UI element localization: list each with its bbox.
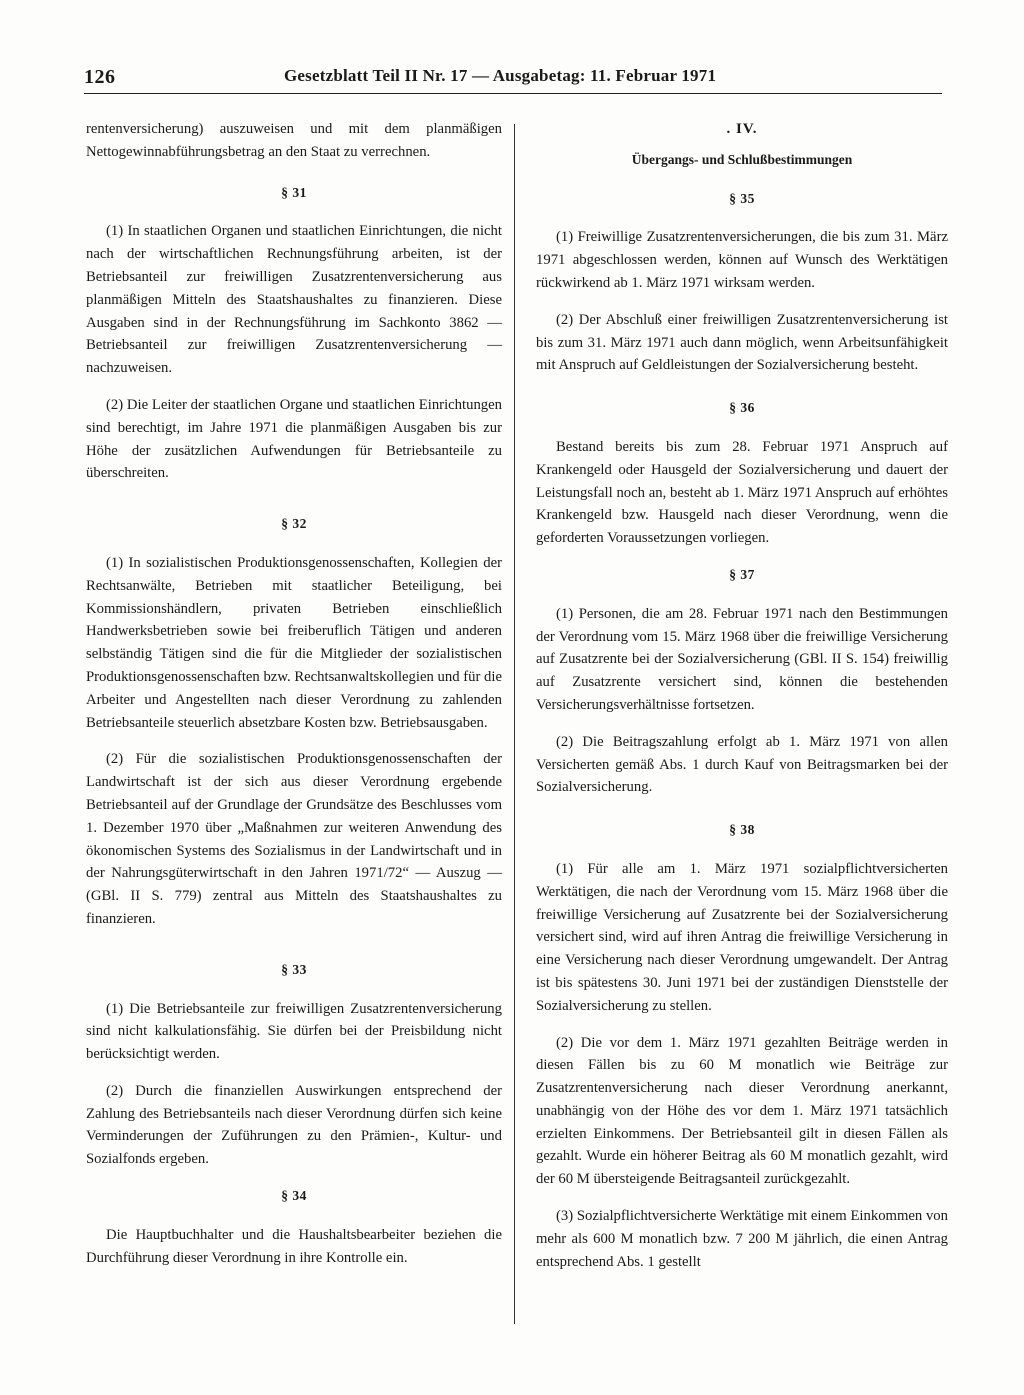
paragraph-38-3: (3) Sozialpflichtversicherte Werktätige mit einem Einkommen von mehr als 600 M monatlich bzw. 7 200 M jährlich, die einen Antrag entsprechend Abs. 1 gestellt — [536, 1208, 948, 1270]
section-heading-36: § 36 — [729, 400, 755, 416]
paragraph-31-1: (1) In staatlichen Organen und staatlichen Einrichtungen, die nicht nach der wirtschaftlichen Rechnungsführung arbeiten, ist der Betriebsanteil zur freiwilligen Zusatzrentenversicherung aus planmäßigen Mitteln des Staatshaushaltes zu finanzieren. Diese Ausgaben sind in der Rechnungsführung im Sachkonto 3862 — Betriebsanteil zur freiwilligen Zusatzrentenversicherung — nachzuweisen. — [86, 223, 502, 377]
section-heading-35: § 35 — [729, 190, 755, 206]
paragraph-38-2: (2) Die vor dem 1. März 1971 gezahlten Beiträge werden in diesen Fällen bis zu 60 M monatlich wie Beiträge zur Zusatzrentenversicherung nach dieser Verordnung anerkannt, unabhängig von der Höhe des vor dem 1. März 1971 tatsächlich erzielten Einkommens. Der Betriebsanteil gilt in diesen Fällen als gezahlt. Wurde ein höherer Beitrag als 60 M monatlich gezahlt, wird der 60 M übersteigende Beitragsanteil zurückgezahlt. — [536, 1034, 948, 1188]
paragraph-38-1: (1) Für alle am 1. März 1971 sozialpflichtversicherten Werktätigen, die nach der Verordnung vom 15. März 1968 über die freiwillige Versicherung auf Zusatzrente bei der Sozialversicherung versichert sind, wird auf ihren Antrag die freiwillige Versicherung in eine Versicherung nach dieser Verordnung umgewandelt. Der Antrag ist bis spätestens 30. Juni 1971 bei der zuständigen Dienststelle der Sozialversicherung zu stellen. — [536, 860, 948, 1014]
header-rule — [84, 93, 942, 94]
part-title: . IV. — [726, 121, 758, 137]
paragraph-37-2: (2) Die Beitragszahlung erfolgt ab 1. März 1971 von allen Versicherten gemäß Abs. 1 durch Kauf von Beitragsmarken bei der Sozialversicherung. — [536, 733, 948, 796]
part-subtitle: Übergangs- und Schlußbestimmungen — [631, 151, 853, 167]
paragraph-32-2: (2) Für die sozialistischen Produktionsgenossenschaften der Landwirtschaft ist der sich aus dieser Verordnung ergebende Betriebsanteil auf der Grundlage der Grundsätze des Beschlusses vom 1. Dezember 1970 über „Maßnahmen zur weiteren Anwendung des ökonomischen Systems des Sozialismus in der Landwirtschaft und in der Nahrungsgüterwirtschaft in den Jahren 1971/72“ — Auszug — (GBl. II S. 779) zentral aus Mitteln des Staatshaushaltes zu finanzieren. — [86, 751, 502, 927]
section-heading-34: § 34 — [281, 1188, 307, 1204]
right-column — [536, 118, 948, 1287]
running-title: Gesetzblatt Teil II Nr. 17 — Ausgabetag: 11. Februar 1971 — [284, 66, 717, 85]
section-heading-38: § 38 — [729, 822, 755, 838]
paragraph-37-1: (1) Personen, die am 28. Februar 1971 nach den Bestimmungen der Verordnung vom 15. März 1968 über die freiwillige Versicherung auf Zusatzrente bei der Sozialversicherung (GBl. II S. 154) freiwillig auf Zusatzrente versichert sind, können die bestehenden Versicherungsverhältnisse fortsetzen. — [536, 605, 948, 713]
column-divider — [514, 124, 515, 1324]
paragraph-35-2: (2) Der Abschluß einer freiwilligen Zusatzrentenversicherung ist bis zum 31. März 1971 auch dann möglich, wenn Arbeitsunfähigkeit mit Anspruch auf Geldleistungen der Sozialversicherung besteht. — [536, 311, 948, 374]
paragraph-31-2: (2) Die Leiter der staatlichen Organe und staatlichen Einrichtungen sind berechtigt, im Jahre 1971 die planmäßigen Ausgaben bis zur Höhe der zusätzlichen Aufwendungen für Betriebsanteile zu überschreiten. — [86, 396, 502, 482]
paragraph-33-1: (1) Die Betriebsanteile zur freiwilligen Zusatzrentenversicherung sind nicht kalkulationsfähig. Sie dürfen bei der Preisbildung nicht berücksichtigt werden. — [86, 1000, 502, 1063]
left-column — [86, 118, 502, 1283]
continuation-paragraph: rentenversicherung) auszuweisen und mit dem planmäßigen Nettogewinnabführungsbetrag an den Staat zu verrechnen. — [86, 121, 502, 160]
paragraph-33-2: (2) Durch die finanziellen Auswirkungen entsprechend der Zahlung des Betriebsanteils nach dieser Verordnung dürfen sich keine Verminderungen der Zuführungen zu den Prämien-, Kultur- und Sozialfonds ergeben. — [86, 1082, 502, 1168]
paragraph-34-1: Die Hauptbuchhalter und die Haushaltsbearbeiter beziehen die Durchführung dieser Verordnung in ihre Kontrolle ein. — [86, 1226, 502, 1266]
section-heading-32: § 32 — [281, 516, 307, 532]
paragraph-36-1: Bestand bereits bis zum 28. Februar 1971 Anspruch auf Krankengeld oder Hausgeld der Sozialversicherung und dauert der Leistungsfall noch an, besteht ab 1. März 1971 Anspruch auf erhöhtes Krankengeld bzw. Hausgeld nach dieser Verordnung, wenn die geforderten Voraussetzungen vorliegen. — [536, 438, 948, 547]
paragraph-32-1: (1) In sozialistischen Produktionsgenossenschaften, Kollegien der Rechtsanwälte, Betrieben mit staatlicher Beteiligung, bei Kommissionshändlern, privaten Betrieben einschließlich Handwerksbetrieben sowie bei freiberuflich Tätigen und anderen selbständig Tätigen sind die für die Mitglieder der sozialistischen Produktionsgenossenschaften bzw. Rechtsanwaltskollegien und für die Arbeiter und Angestellten nach dieser Verordnung zu zahlenden Betriebsanteile steuerlich absetzbare Kosten bzw. Betriebsausgaben. — [86, 554, 502, 731]
section-heading-33: § 33 — [281, 961, 307, 977]
paragraph-35-1: (1) Freiwillige Zusatzrentenversicherungen, die bis zum 31. März 1971 abgeschlossen werden, können auf Wunsch des Werktätigen rückwirkend ab 1. März 1971 wirksam werden. — [536, 229, 948, 291]
section-heading-31: § 31 — [281, 184, 307, 200]
page-number: 126 — [84, 66, 116, 88]
section-heading-37: § 37 — [729, 566, 755, 582]
